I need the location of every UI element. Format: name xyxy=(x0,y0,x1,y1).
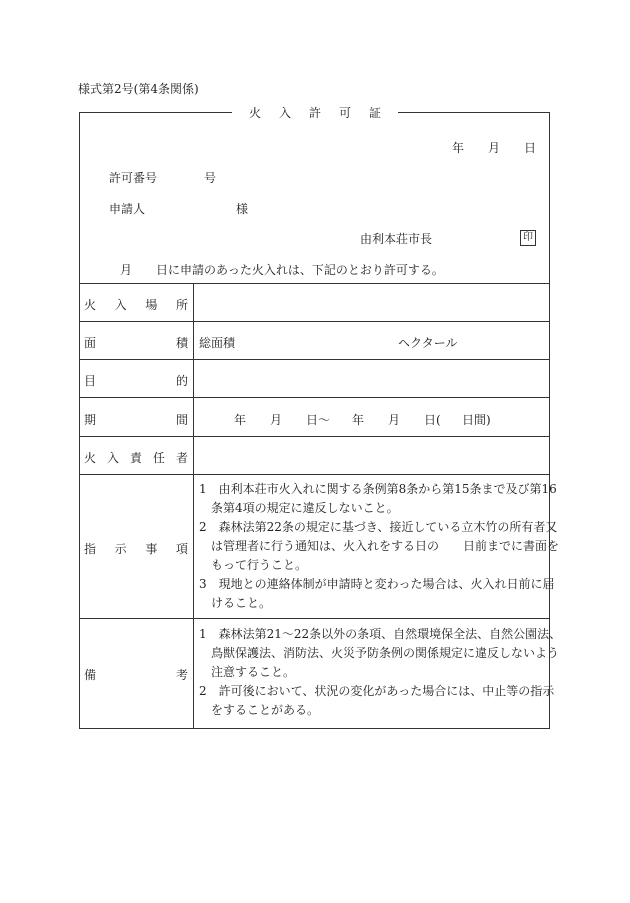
date-year: 年 xyxy=(452,141,465,155)
intro-month: 月 xyxy=(120,263,133,277)
row-label-period: 期 間 xyxy=(84,413,188,427)
table-line xyxy=(79,474,550,475)
form-number-label: 様式第2号(第4条関係) xyxy=(78,82,199,96)
row-label-responsible: 火 入 責 任 者 xyxy=(84,451,188,465)
period-year1: 年 xyxy=(234,413,247,427)
row-label-location: 火 入 場 所 xyxy=(84,298,188,312)
period-month1: 月 xyxy=(270,413,283,427)
period-year2: 年 xyxy=(352,413,365,427)
table-divider xyxy=(193,283,194,729)
date-month: 月 xyxy=(488,141,501,155)
title-char: 証 xyxy=(369,106,382,120)
instructions-text: 1 由利本荘市火入れに関する条例第8条から第15条まで及び第16 条第4項の規定に違反しないこと。 2 森林法第22条の規定に基づき、接近している立木竹の所有者又 は管理者に行う通知は、火入れをする日の 日前までに書面を もって行うこと。 3 現地との連絡体制が申請時と変わった場合は、火入れ日前に届 けること。 xyxy=(199,482,560,610)
remarks-text: 1 森林法第21〜22条以外の条項、自然環境保全法、自然公園法、 鳥獣保護法、消防法、火災予防条例の関係規定に違反しないよう 注意すること。 2 許可後において、状況の変化があった場合には、中止等の指示 をすることがある。 xyxy=(199,627,562,717)
issuer: 由利本荘市長 xyxy=(360,232,433,246)
table-line xyxy=(79,321,550,322)
table-line xyxy=(79,359,550,360)
area-unit: ヘクタール xyxy=(398,336,458,350)
document-title xyxy=(232,104,398,121)
period-day1: 日〜 xyxy=(306,413,331,427)
intro-text: 日に申請のあった火入れは、下記のとおり許可する。 xyxy=(156,263,444,277)
seal-mark: 印 xyxy=(520,230,536,246)
table-line xyxy=(79,397,550,398)
table-line xyxy=(79,618,550,619)
date-day: 日 xyxy=(524,141,537,155)
applicant-label: 申請人 xyxy=(109,202,146,216)
permit-number-label: 許可番号 xyxy=(109,171,158,185)
title-char: 火 xyxy=(248,106,261,120)
row-label-remarks: 備 考 xyxy=(84,668,188,682)
row-label-area: 面 積 xyxy=(84,336,188,350)
table-line xyxy=(79,436,550,437)
area-total-label: 総面積 xyxy=(199,336,236,350)
permit-number-suffix: 号 xyxy=(204,171,217,185)
period-month2: 月 xyxy=(388,413,401,427)
table-line xyxy=(79,283,550,284)
applicant-suffix: 様 xyxy=(236,202,249,216)
row-label-purpose: 目 的 xyxy=(84,374,188,388)
period-days: 日間) xyxy=(462,413,491,427)
title-char: 入 xyxy=(278,106,291,120)
row-label-instructions: 指 示 事 項 xyxy=(84,542,188,556)
title-char: 許 xyxy=(308,106,321,120)
title-char: 可 xyxy=(339,106,352,120)
period-day2: 日( xyxy=(424,413,441,427)
